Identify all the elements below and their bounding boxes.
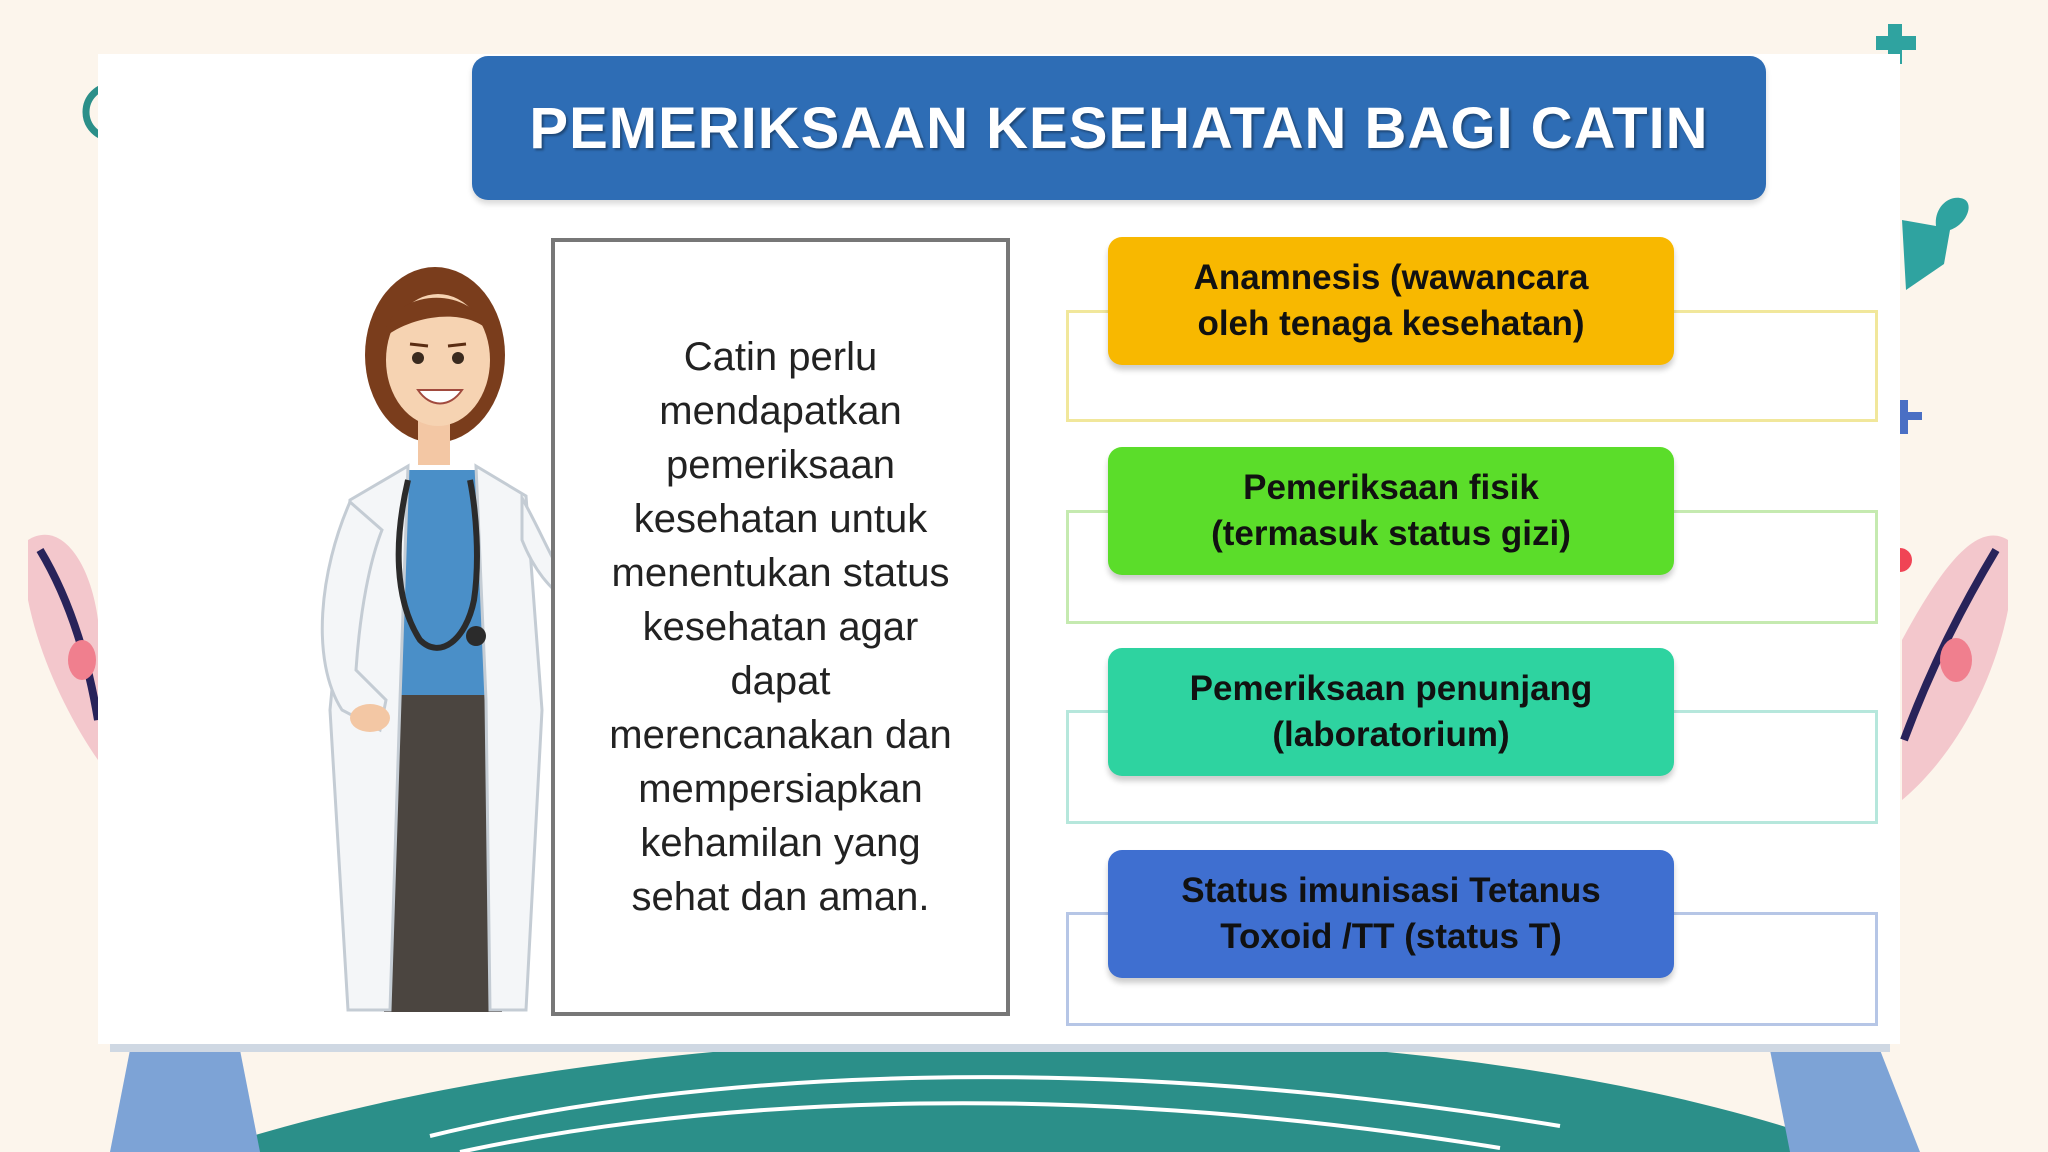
item-pemeriksaan-fisik [1108, 447, 1674, 575]
hand-left-illustration [28, 535, 98, 760]
title-banner [472, 56, 1766, 200]
right-sleeve [1770, 1050, 1920, 1152]
item-label: Pemeriksaan penunjang (laboratorium) [1189, 669, 1593, 754]
left-sleeve [110, 1050, 260, 1152]
teal-wave [200, 1036, 1860, 1152]
item-label: Anamnesis (wawancara oleh tenaga kesehatan) [1193, 258, 1589, 343]
item-label: Pemeriksaan fisik (termasuk status gizi) [1211, 468, 1571, 553]
item-pemeriksaan-penunjang [1108, 648, 1674, 776]
item-anamnesis [1108, 237, 1674, 365]
item-label: Status imunisasi Tetanus Toxoid /TT (status T) [1181, 871, 1601, 956]
hand-right-illustration [1902, 536, 2008, 800]
plus-icon [1900, 400, 1922, 434]
slide-bottom-strip [110, 1044, 1890, 1052]
item-status-imunisasi [1108, 850, 1674, 978]
puzzle-piece-icon [1902, 198, 1969, 290]
description-text: Catin perlu mendapatkan pemeriksaan kesehatan untuk menentukan status kesehatan agar dapat merencanakan dan mempersiapkan kehamilan yang sehat dan aman. [609, 335, 952, 919]
page-title: PEMERIKSAAN KESEHATAN BAGI CATIN [529, 95, 1709, 161]
description-box [551, 238, 1010, 1016]
